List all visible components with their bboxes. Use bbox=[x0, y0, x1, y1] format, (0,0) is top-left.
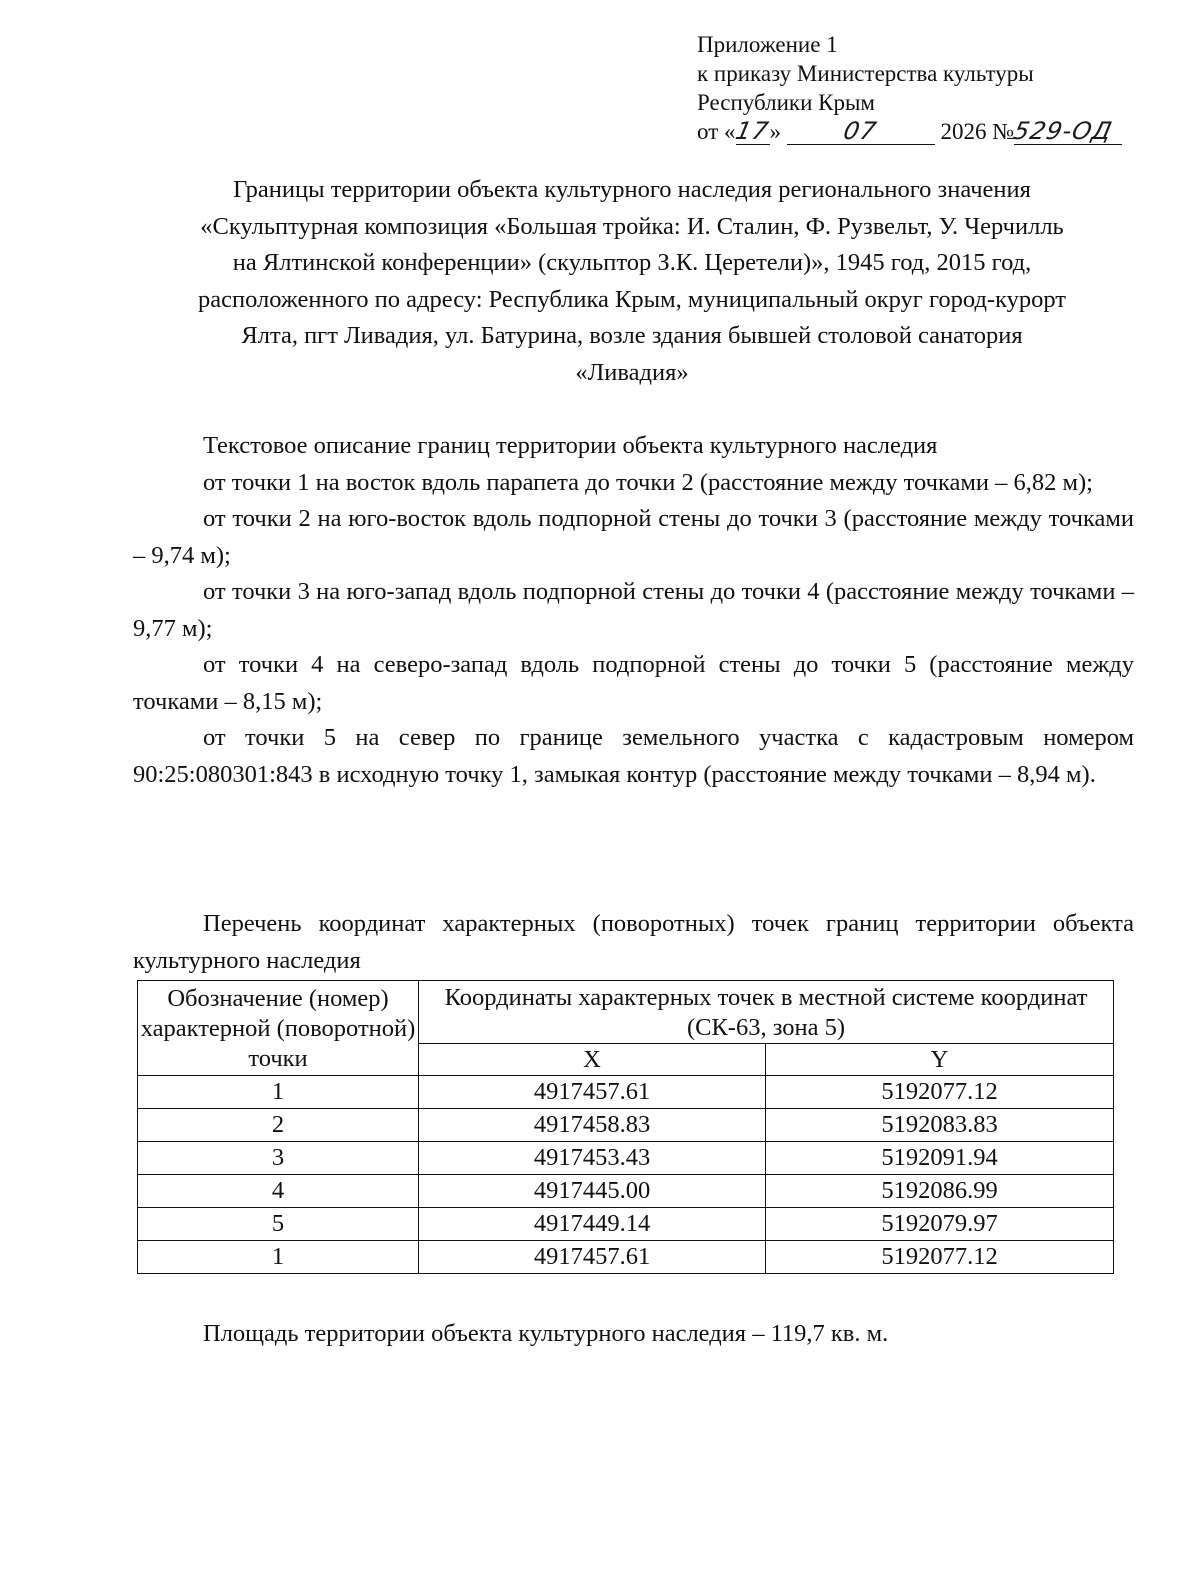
description-paragraph: от точки 2 на юго-восток вдоль подпорной стены до точки 3 (расстояние между точками – 9,74 м); bbox=[133, 505, 1134, 569]
coordinates-table bbox=[137, 980, 1114, 1274]
cell-point: 1 bbox=[138, 1076, 419, 1109]
coordinates-heading: Перечень координат характерных (поворотных) точек границ территории объекта культурного наследия bbox=[133, 910, 1134, 974]
header-point: Обозначение (номер) характерной (поворотной) точки bbox=[138, 981, 419, 1076]
annex-block bbox=[697, 30, 1167, 146]
cell-x: 4917449.14 bbox=[419, 1208, 766, 1241]
cell-point: 1 bbox=[138, 1241, 419, 1274]
annex-line-3: Республики Крым bbox=[697, 90, 875, 115]
cell-y: 5192086.99 bbox=[766, 1175, 1114, 1208]
cell-y: 5192091.94 bbox=[766, 1142, 1114, 1175]
description-paragraph: от точки 4 на северо-запад вдоль подпорной стены до точки 5 (расстояние между точками – 8,15 м); bbox=[133, 651, 1134, 715]
title-line: на Ялтинской конференции» (скульптор З.К. Церетели)», 1945 год, 2015 год, bbox=[232, 249, 1032, 276]
handwritten-number: 529-ОД bbox=[1011, 117, 1116, 145]
cell-y: 5192083.83 bbox=[766, 1109, 1114, 1142]
title-line: Ялта, пгт Ливадия, ул. Батурина, возле здания бывшей столовой санатория bbox=[241, 322, 1023, 349]
cell-point: 3 bbox=[138, 1142, 419, 1175]
title-line: «Ливадия» bbox=[575, 358, 689, 386]
handwritten-month: 07 bbox=[841, 117, 880, 145]
cell-x: 4917445.00 bbox=[419, 1175, 766, 1208]
table-header-row bbox=[138, 981, 1114, 1044]
day-field bbox=[733, 117, 772, 145]
cell-y: 5192079.97 bbox=[766, 1208, 1114, 1241]
cell-x: 4917457.61 bbox=[419, 1241, 766, 1274]
description-paragraph: от точки 3 на юго-запад вдоль подпорной стены до точки 4 (расстояние между точками – 9,77 м); bbox=[133, 578, 1134, 642]
table-row bbox=[138, 1208, 1114, 1241]
cell-x: 4917458.83 bbox=[419, 1109, 766, 1142]
description-heading: Текстовое описание границ территории объекта культурного наследия bbox=[203, 432, 938, 459]
cell-y: 5192077.12 bbox=[766, 1241, 1114, 1274]
date-day-close: » bbox=[769, 119, 781, 144]
table-row bbox=[138, 1109, 1114, 1142]
year-label: 2026 № bbox=[940, 119, 1015, 144]
area-statement: Площадь территории объекта культурного наследия – 119,7 кв. м. bbox=[203, 1320, 889, 1347]
cell-x: 4917453.43 bbox=[419, 1142, 766, 1175]
cell-point: 2 bbox=[138, 1109, 419, 1142]
table-row bbox=[138, 1241, 1114, 1274]
table-row bbox=[138, 1076, 1114, 1109]
number-field bbox=[1011, 117, 1122, 145]
handwritten-day: 17 bbox=[733, 117, 772, 145]
boundary-description bbox=[133, 428, 1134, 793]
description-paragraph: от точки 1 на восток вдоль парапета до точки 2 (расстояние между точками – 6,82 м); bbox=[203, 468, 1093, 496]
cell-point: 4 bbox=[138, 1175, 419, 1208]
title-line: Границы территории объекта культурного наследия регионального значения bbox=[233, 176, 1031, 203]
annex-line-2: к приказу Министерства культуры bbox=[697, 61, 1034, 86]
title-line: расположенного по адресу: Республика Крым, муниципальный округ город-курорт bbox=[197, 285, 1067, 313]
table-row bbox=[138, 1142, 1114, 1175]
cell-y: 5192077.12 bbox=[766, 1076, 1114, 1109]
table-row bbox=[138, 1175, 1114, 1208]
header-y: Y bbox=[766, 1044, 1114, 1076]
annex-line-1: Приложение 1 bbox=[697, 32, 838, 57]
month-field bbox=[787, 119, 935, 145]
document-title bbox=[130, 172, 1134, 391]
header-x: X bbox=[419, 1044, 766, 1076]
header-coordinate-system: Координаты характерных точек в местной системе координат (СК-63, зона 5) bbox=[419, 981, 1114, 1044]
description-paragraph: от точки 5 на север по границе земельного участка с кадастровым номером 90:25:080301:843 в исходную точку 1, замыкая контур (расстояние между точками – 8,94 м). bbox=[133, 724, 1134, 788]
date-prefix: от « bbox=[697, 119, 736, 144]
title-line: «Скульптурная композиция «Большая тройка: И. Сталин, Ф. Рузвельт, У. Черчилль bbox=[200, 212, 1064, 240]
cell-x: 4917457.61 bbox=[419, 1076, 766, 1109]
cell-point: 5 bbox=[138, 1208, 419, 1241]
annex-date-line bbox=[697, 117, 1167, 146]
coordinates-section bbox=[133, 906, 1134, 979]
